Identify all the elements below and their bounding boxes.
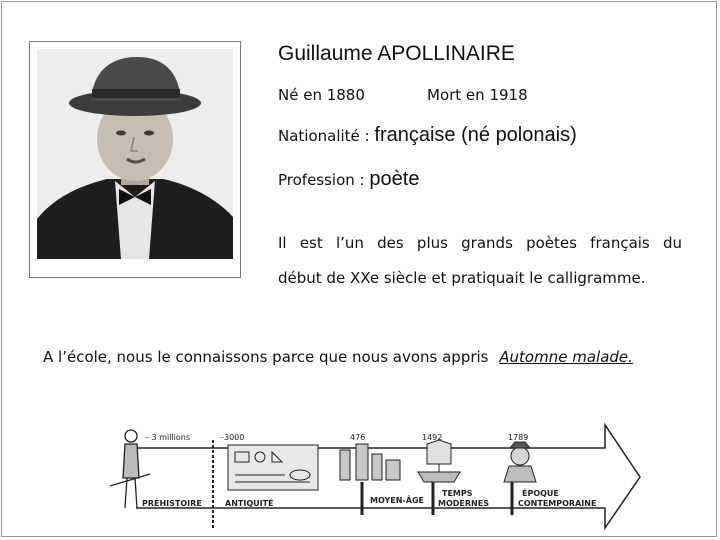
- poem-title: Automne malade.: [499, 348, 633, 366]
- portrait-illustration: [37, 49, 233, 259]
- profession-row: [278, 168, 419, 191]
- description-line-1: Il est l’un des plus grands poètes français du: [278, 234, 682, 252]
- era-contemporary-2: CONTEMPORAINE: [518, 499, 597, 508]
- nationality-value: française (né polonais): [374, 124, 577, 146]
- era-modern-times-1: TEMPS: [442, 489, 473, 498]
- portrait-photo: [37, 49, 233, 259]
- profession-value: poète: [369, 168, 420, 190]
- nationality-row: [278, 124, 577, 147]
- school-sentence-row: [43, 348, 633, 366]
- person-name: Guillaume APOLLINAIRE: [278, 42, 515, 65]
- era-prehistory: PRÉHISTOIRE: [142, 499, 202, 508]
- era-middle-ages: MOYEN-ÂGE: [370, 496, 424, 505]
- date-contemporary: 1789: [508, 433, 529, 442]
- death-year: Mort en 1918: [427, 86, 528, 104]
- date-modern-times: 1492: [422, 433, 443, 442]
- castle-icon: [340, 444, 400, 480]
- hieroglyph-icon: [228, 445, 318, 490]
- timeline-drawing: [100, 420, 645, 535]
- era-contemporary-1: ÉPOQUE: [522, 489, 559, 498]
- ship-icon: [418, 438, 460, 482]
- era-antiquity: ANTIQUITÉ: [225, 499, 274, 508]
- date-prehistory: – 3 millions: [145, 433, 190, 442]
- date-middle-ages: 476: [350, 433, 366, 442]
- profession-label: Profession :: [278, 171, 365, 189]
- description-paragraph: [278, 226, 682, 296]
- era-modern-times-2: MODERNES: [438, 499, 489, 508]
- caveman-icon: [110, 430, 150, 508]
- portrait-frame: [29, 41, 241, 278]
- description-line-2: début de XXe siècle et pratiquait le calligramme.: [278, 269, 646, 287]
- portrait-mat: [37, 49, 233, 270]
- school-sentence: A l’école, nous le connaissons parce que nous avons appris: [43, 348, 489, 366]
- history-timeline: [100, 420, 645, 535]
- date-antiquity: –3000: [220, 433, 245, 442]
- birth-year: Né en 1880: [278, 86, 365, 104]
- nationality-label: Nationalité :: [278, 127, 370, 145]
